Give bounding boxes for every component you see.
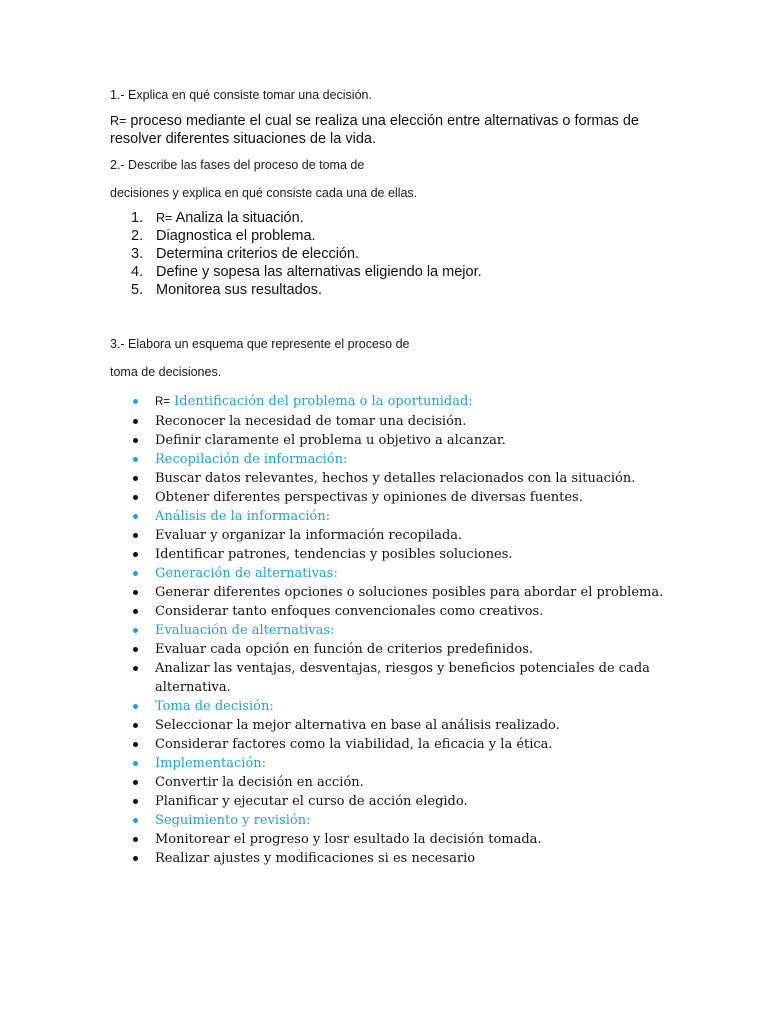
bullet-icon — [133, 628, 138, 633]
bullet-icon — [133, 666, 138, 671]
scheme-item-text: Planificar y ejecutar el curso de acción elegido. — [155, 794, 468, 809]
phase-text: Diagnostica el problema. — [156, 228, 316, 244]
bullet-icon — [133, 438, 138, 443]
scheme-heading — [110, 811, 670, 830]
bullet-icon — [133, 742, 138, 747]
phase-item — [110, 209, 482, 227]
scheme-heading — [110, 507, 670, 526]
bullet-icon — [133, 818, 138, 823]
scheme-item-text: Buscar datos relevantes, hechos y detalles relacionados con la situación. — [155, 471, 636, 486]
scheme-item — [110, 412, 670, 431]
question-1: 1.- Explica en qué consiste tomar una decisión. — [110, 88, 372, 102]
scheme-item — [110, 716, 670, 735]
scheme-heading-text: Recopilación de información: — [155, 452, 348, 467]
bullet-icon — [133, 837, 138, 842]
phase-number: 4. — [131, 264, 144, 280]
scheme-item-text: Considerar tanto enfoques convencionales como creativos. — [155, 604, 544, 619]
phase-number: 1. — [131, 210, 144, 226]
bullet-icon — [133, 856, 138, 861]
phase-text: Determina criterios de elección. — [156, 246, 360, 262]
bullet-icon — [133, 495, 138, 500]
scheme-heading-text: Identificación del problema o la oportunidad: — [174, 394, 473, 409]
bullet-icon — [133, 399, 138, 404]
scheme-heading-text: Toma de decisión: — [155, 699, 274, 714]
bullet-icon — [133, 571, 138, 576]
scheme-item-text: Considerar factores como la viabilidad, la eficacia y la ética. — [155, 737, 553, 752]
scheme-item-text: Seleccionar la mejor alternativa en base al análisis realizado. — [155, 718, 560, 733]
scheme-item-text: Obtener diferentes perspectivas y opiniones de diversas fuentes. — [155, 490, 583, 505]
phase-item — [110, 263, 482, 281]
answer-prefix: R= — [155, 396, 171, 408]
question-3-line-1: 3.- Elabora un esquema que represente el proceso de — [110, 337, 410, 351]
scheme-item — [110, 488, 670, 507]
phase-number: 3. — [131, 246, 144, 262]
bullet-icon — [133, 761, 138, 766]
scheme-item — [110, 773, 670, 792]
phase-number: 5. — [131, 282, 144, 298]
answer-1-text: proceso mediante el cual se realiza una elección entre alternativas o formas de resolver diferentes situaciones de la vida. — [110, 113, 639, 147]
scheme-item — [110, 849, 670, 868]
scheme-item-text: Monitorear el progreso y losr esultado la decisión tomada. — [155, 832, 542, 847]
bullet-icon — [133, 533, 138, 538]
scheme-heading-text: Seguimiento y revisión: — [155, 813, 311, 828]
scheme-item-text: Realizar ajustes y modificaciones si es necesario — [155, 851, 476, 866]
bullet-icon — [133, 799, 138, 804]
scheme-item-text: Reconocer la necesidad de tomar una decisión. — [155, 414, 467, 429]
phase-item — [110, 245, 482, 263]
scheme-heading-text: Evaluación de alternativas: — [155, 623, 335, 638]
bullet-icon — [133, 552, 138, 557]
scheme-item — [110, 526, 670, 545]
bullet-icon — [133, 647, 138, 652]
question-2-line-2: decisiones y explica en qué consiste cada una de ellas. — [110, 186, 418, 200]
scheme-heading — [110, 621, 670, 640]
question-2-line-1: 2.- Describe las fases del proceso de toma de — [110, 158, 365, 172]
scheme-item — [110, 431, 670, 450]
scheme-item — [110, 830, 670, 849]
phase-text: Define y sopesa las alternativas eligiendo la mejor. — [156, 264, 482, 280]
answer-1 — [110, 112, 650, 148]
scheme-heading — [110, 392, 670, 412]
scheme-item — [110, 640, 670, 659]
scheme-item — [110, 469, 670, 488]
answer-prefix: R= — [156, 211, 173, 225]
scheme-heading — [110, 754, 670, 773]
scheme-item-text: Identificar patrones, tendencias y posibles soluciones. — [155, 547, 513, 562]
scheme-heading — [110, 450, 670, 469]
phase-text: Monitorea sus resultados. — [156, 282, 323, 298]
phase-item — [110, 281, 482, 299]
phase-text: Analiza la situación. — [175, 210, 304, 226]
scheme-item — [110, 735, 670, 754]
scheme-item-text: Generar diferentes opciones o soluciones posibles para abordar el problema. — [155, 585, 664, 600]
scheme-item-text: Convertir la decisión en acción. — [155, 775, 364, 790]
bullet-icon — [133, 723, 138, 728]
scheme-item — [110, 602, 670, 621]
scheme-item — [110, 792, 670, 811]
scheme-item — [110, 659, 670, 697]
question-3-line-2: toma de decisiones. — [110, 365, 222, 379]
scheme-item — [110, 583, 670, 602]
scheme-item-text: Analizar las ventajas, desventajas, riesgos y beneficios potenciales de cada alternativa. — [155, 661, 650, 695]
phase-number: 2. — [131, 228, 144, 244]
scheme-heading-text: Implementación: — [155, 756, 267, 771]
scheme-item-text: Definir claramente el problema u objetivo a alcanzar. — [155, 433, 506, 448]
bullet-icon — [133, 457, 138, 462]
scheme-heading — [110, 564, 670, 583]
scheme-heading — [110, 697, 670, 716]
scheme-heading-text: Generación de alternativas: — [155, 566, 338, 581]
phase-item — [110, 227, 482, 245]
scheme-heading-text: Análisis de la información: — [155, 509, 331, 524]
decision-scheme-list — [110, 392, 670, 868]
phases-list — [110, 209, 482, 299]
scheme-item — [110, 545, 670, 564]
bullet-icon — [133, 780, 138, 785]
bullet-icon — [133, 419, 138, 424]
bullet-icon — [133, 590, 138, 595]
bullet-icon — [133, 704, 138, 709]
bullet-icon — [133, 514, 138, 519]
bullet-icon — [133, 476, 138, 481]
scheme-item-text: Evaluar cada opción en función de criterios predefinidos. — [155, 642, 534, 657]
scheme-item-text: Evaluar y organizar la información recopilada. — [155, 528, 463, 543]
answer-prefix: R= — [110, 114, 127, 128]
bullet-icon — [133, 609, 138, 614]
